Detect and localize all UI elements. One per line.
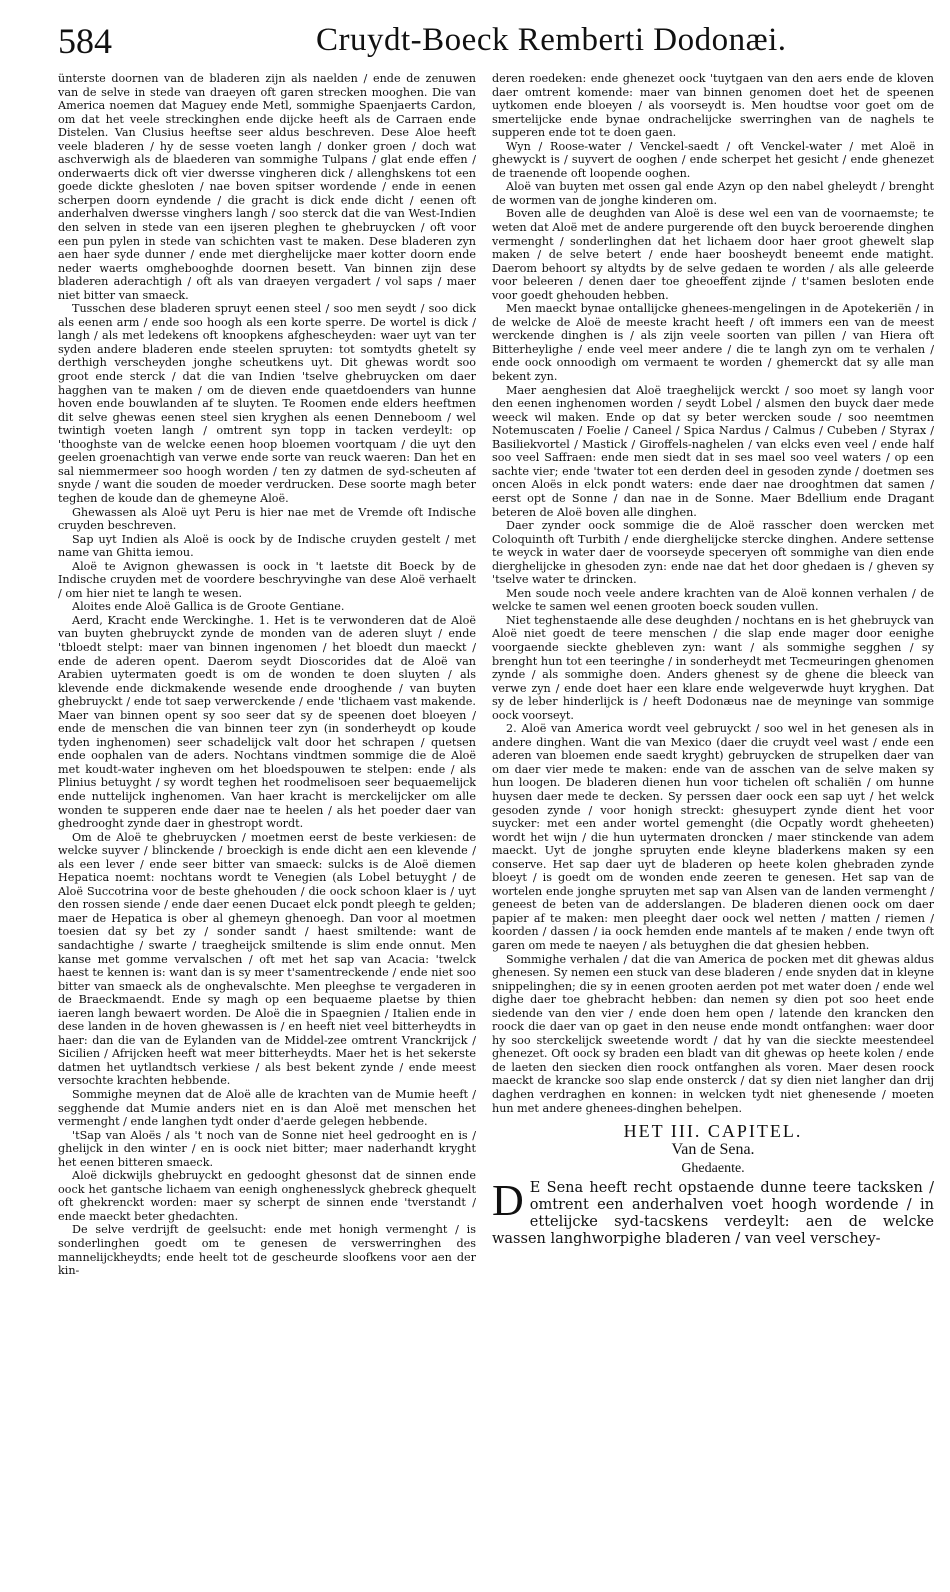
chapter-heading: HET III. CAPITEL. bbox=[623, 1121, 803, 1142]
paragraph: Aloë te Avignon ghewassen is oock in 't laetste dit Boeck by de Indische cruyden met de voordere beschryvinghe van dese Aloë verhaelt / om hier niet te langh te wesen. bbox=[58, 559, 476, 600]
left-column bbox=[58, 72, 476, 1572]
paragraph: Aloë van buyten met ossen gal ende Azyn op den nabel gheleydt / brenght de wormen van de jonghe kinderen om. bbox=[492, 180, 934, 207]
paragraph: Sap uyt Indien als Aloë is oock by de Indische cruyden gestelt / met name van Ghitta iemou. bbox=[58, 532, 476, 560]
section-label: Ghedaente. bbox=[681, 1161, 745, 1177]
paragraph: Men maeckt bynae ontallijcke ghenees-mengelingen in de Apotekeriën / in de welcke de Aloë de meeste kracht heeft / oft immers een van de meest werckende dinghen is / als zijn veele soorten van pillen / van Hiera oft Bitterheylighe / ende veel meer andere / die te langh zyn om te verhalen / ende oock onnoodigh om vermaent te worden / ghemerckt dat sy alle man bekent zyn. bbox=[492, 302, 934, 384]
paragraph: Ghewassen als Aloë uyt Peru is hier nae met de Vremde oft Indische cruyden beschreven. bbox=[58, 505, 476, 533]
paragraph: Om de Aloë te ghebruycken / moetmen eerst de beste verkiesen: de welcke suyver / blinckende / broeckigh is ende dicht aen een klevende / als een lever / ende seer bitter van smaeck: sulcks is de Aloë diemen Hepatica noemt: nochtans wordt te Venegien (als Lobel betuyght / de Aloë Succotrina voor de beste ghehouden / die oock schoon klaer is / uyt den rossen siende / ende daer eenen Ducaet elck pondt pleegh te gelden; maer de Hepatica is ober al ghemeyn ghenoegh. Dan voor al moetmen toesien dat sy bet zy / sonder sandt / haest smiltende: want de sandachtighe / swarte / traegheijck smiltende is slim ende onnut. Men kanse met gomme vervalschen / oft met het sap van Acacia: 'twelck haest te kennen is: want dan is sy meer t'samentreckende / ende niet soo bitter van smaeck als de onghevalschte. Men pleeghse te vergaderen in de Braeckmaendt. Ende sy magh op een bequaeme plaetse by thien iaeren langh bewaert worden. De Aloë die in Spaegnien / Italien ende in dese landen in de hoven ghewassen is / en heeft niet veel bitterheydts in haer: dan die van de Eylanden van de Middel-zee omtrent Vranckrijck / Sicilien / Afrijcken heeft wat meer bitterheydts. Maer het is het sekerste datmen het uytlandtsch verkiese / als best bekent zynde / ende meest versochte krachten hebbende. bbox=[58, 830, 476, 1088]
paragraph: Tusschen dese bladeren spruyt eenen steel / soo men seydt / soo dick als eenen arm / ende soo hoogh als een korte sperre. De wortel is dick / langh / als met ledekens oft knoopkens afghescheyden: waer uyt van ter syden andere bladeren ende steelen spruyten: tot somtydts ghetelt sy derthigh verscheyden jonghe scheutkens uyt. Dit ghewas wordt soo groot ende sterck / dat die van Indien 'tselve ghebruycken om daer hagghen van te maken / om de dieven ende quaetdoenders van hunne hoven ende bouwlanden af te sluyten. Te Roomen ende elders heeftmen dit selve ghewas eenen steel sien kryghen als eenen Denneboom / wel twintigh voeten langh / omtrent syn topp in tacken verdeylt: op 'thooghste van de welcke eenen hoop bloemen voortquam / die uyt den geelen groenachtigh van verwe ende sorte van reuck waeren: Dan het en sal niemmermeer soo hoogh worden / ten zy datmen de syd-scheuten af snyde / want die souden de moeder verdrucken. Dese soorte magh beter teghen de koude dan de ghemeyne Aloë. bbox=[58, 302, 476, 505]
paragraph: Sommighe meynen dat de Aloë alle de krachten van de Mumie heeft / segghende dat Mumie anders niet en is dan Aloë met menschen het vermenght / ende langhen tydt onder d'aerde gelegen hebbende. bbox=[58, 1088, 476, 1129]
chapter-first-paragraph bbox=[492, 1175, 934, 1248]
page-number: 584 bbox=[58, 21, 112, 61]
paragraph: deren roedeken: ende ghenezet oock 'tuytgaen van den aers ende de kloven daer omtrent komende: maer van binnen genomen doet het de speenen uytkomen ende bloeyen / als voorseydt is. Men houdtse voor goet om de smertelijcke ende bynae ondrachelijcke swerringhen van de naghels te supperen ende tot te doen gaen. bbox=[492, 72, 934, 140]
paragraph: De selve verdrijft de geelsucht: ende met honigh vermenght / is sonderlinghen goedt om te genesen de verswerringhen des mannelijckheydts; ende heelt tot de gescheurde sloofkens voor aen der kin- bbox=[58, 1223, 476, 1278]
paragraph: Niet teghenstaende alle dese deughden / nochtans en is het ghebruyck van Aloë niet goedt de teere menschen / die slap ende mager door eenighe voorgaende sieckte ghebleven zyn: want / als sommighe segghen / sy brenght hun tot een teeringhe / in sonderheydt met Tecmeuringen ghenomen zynde / als sommighe doen. Anders ghenest sy de ghene die bleeck van verwe zyn / ende doet haer een klare ende welgeverwde huyt kryghen. Dat sy de leber hinderlijck is / heeft Dodonæus nae de meyninge van sommige oock voorseyt. bbox=[492, 613, 934, 722]
right-column bbox=[492, 72, 934, 1572]
paragraph: Aloë dickwijls ghebruyckt en gedooght ghesonst dat de sinnen ende oock het gantsche lichaem van eenigh onghenesslyck ghebreck ghequelt oft ghekrenckt worden: maer sy scherpt de sinnen ende 'tverstandt / ende maeckt beter ghedachten. bbox=[58, 1169, 476, 1223]
paragraph: Maer aenghesien dat Aloë traeghelijck werckt / soo moet sy langh voor den eenen inghenomen worden / seydt Lobel / alsmen den buyck daer mede weeck wil maken. Ende op dat sy beter wercken soude / soo neemtmen Notemuscaten / Foelie / Caneel / Spica Nardus / Calmus / Cubeben / Styrax / Basiliekvortel / Mastick / Giroffels-naghelen / van elcks even veel / ende half soo veel Saffraen: ende men siedt dat in ses mael soo veel waters / op een sachte vier; ende 'twater tot een derden deel in gesoden zynde / doetmen ses oncen Aloës in elck pondt waters: ende daer nae drooghtmen dat samen / eerst opt de Sonne / dan nae in de Sonne. Maer Bdellium ende Dragant beteren de Aloë boven alle dinghen. bbox=[492, 383, 934, 519]
paragraph: Aloites ende Aloë Gallica is de Groote Gentiane. bbox=[72, 600, 345, 614]
paragraph: 2. Aloë van America wordt veel gebruyckt / soo wel in het genesen als in andere dinghen. Want die van Mexico (daer die cruydt veel wast / ende een aderen van bloemen ende saedt kryght) gebruycken de strupelken daer van om daer vier mede te maken: ende van de asschen van de selve maken sy hun loogen. De bladeren dienen hun voor tichelen oft schaliën / om hunne huysen daer mede te decken. Sy perssen daer oock een sap uyt / het welck gesoden zynde / voor honigh streckt: ghesuypert zynde dient het voor suycker: met een ander wortel gemenght (die Ocpatly wordt gheheeten) wordt het wijn / die hun uytermaten droncken / maer stinckende van adem maeckt. Uyt de jonghe spruyten ende kleyne bladerkens maken sy een conserve. Het sap daer uyt de bladeren op heete kolen ghebraden zynde bloeyt / is goedt om de wonden ende zeeren te genesen. Het sap van de wortelen ende jonghe spruyten met sap van Alsen van de landen vermenght / geneest de beten van de adderslangen. De bladeren dienen oock om daer papier af te maken: men pleeght daer oock wel netten / matten / riemen / koorden / dassen / ia oock hemden ende mantels af te maken / ende twyn oft garen om mede te naeyen / als betuyghen die dat ghesien hebben. bbox=[492, 722, 934, 952]
right-column-paragraphs bbox=[492, 72, 934, 1115]
paragraph: Men soude noch veele andere krachten van de Aloë konnen verhalen / de welcke te samen wel eenen grooten boeck souden vullen. bbox=[492, 586, 934, 614]
drop-cap: D bbox=[492, 1175, 524, 1225]
paragraph: Aerd, Kracht ende Werckinghe. 1. Het is te verwonderen dat de Aloë van buyten ghebruyckt zynde de monden van de aderen sluyt / ende 'tbloedt stelpt: maer van binnen ingenomen / het bloedt dun maeckt / ende de aderen opent. Daerom seydt Dioscorides dat de Aloë van Arabien uytermaten goedt is om de wonden te doen sluyten / als klevende ende dickmakende wesende ende drooghende / van buyten ghebruyckt / ende tot saep verwerckende / ende 'tlichaem vast makende. Maer van binnen opent sy soo seer dat sy de speenen doet bloeyen / ende de menschen die van binnen teer zyn (in sonderheydt op koude tyden inghenomen) seer schadelijck valt door het schrapen / quetsen ende oophalen van de aders. Nochtans vindtmen sommige die de Aloë met koudt-water ingheven om het bloedspouwen te stelpen: ende / als Plinius betuyght / sy wordt teghen het roodmelisoen seer bequaemelijck ende nuttelijck inghenomen. Van haer kracht is merckelijcker om alle wonden te supperen ende daer nae te heelen / als het poeder daer van ghedrooght zynde daer in ghestropt wordt. bbox=[58, 613, 476, 831]
paragraph: Boven alle de deughden van Aloë is dese wel een van de voornaemste; te weten dat Aloë met de andere purgerende oft den buyck beroerende dinghen vermenght / sonderlinghen dat het lichaem door haer groot ghewelt slap maken / de selve betert / ende haer boosheydt beneemt ende matight. Daerom behoort sy altydts by de selve gedaen te worden / als alle geleerde voor beleeren / denen daer toe gheoeffent zijnde / t'samen besloten ende voor goedt ghehouden hebben. bbox=[492, 207, 934, 302]
paragraph: Sommighe verhalen / dat die van America de pocken met dit ghewas aldus ghenesen. Sy nemen een stuck van dese bladeren / ende snyden dat in kleyne snippelinghen; die sy in eenen grooten aerden pot met water doen / ende wel dighe daer toe ghebracht hebben: dan nemen sy dien pot soo heet ende siedende van den vier / ende doen hem open / latende den krancken den roock die daer van op gaet in den neuse ende mondt ontfanghen: waer door hy soo sterckelijck sweetende wordt / dat hy van die sieckte meestendeel ghenezet. Oft oock sy braden een bladt van dit ghewas op heete kolen / ende de laeten den siecken dien roock ontfanghen als voren. Maer desen roock maeckt de krancke soo slap ende onsterck / dat sy dien niet langher dan drij daghen verdraghen en konnen: in welcken tydt niet ghenesende / moeten hun met andere ghenees-dinghen behelpen. bbox=[492, 952, 934, 1115]
chapter-subtitle: Van de Sena. bbox=[671, 1140, 755, 1158]
chapter-first-paragraph-text: E Sena heeft recht opstaende dunne teere tacksken / omtrent een anderhalven voet hoogh wordende / in ettelijcke syd-tacskens verdeylt: aen de welcke wassen langhworpighe bladeren / van veel verschey- bbox=[492, 1179, 934, 1247]
paragraph: Wyn / Roose-water / Venckel-saedt / oft Venckel-water / met Aloë in ghewyckt is / suyvert de ooghen / ende scherpet het gesicht / ende ghenezet de traenende oft loopende ooghen. bbox=[492, 139, 934, 180]
paragraph: ünterste doornen van de bladeren zijn als naelden / ende de zenuwen van de selve in stede van draeyen oft garen strecken mooghen. Die van America noemen dat Maguey ende Metl, sommighe Spaenjaerts Cardon, om dat het veele streckinghen ende dijcke heeft als de Carraen ende Distelen. Van Clusius heeftse seer aldus beschreven. Dese Aloe heeft veele bladeren / hy de sesse voeten langh / donker groen / doch wat aschverwigh als de blaederen van sommighe Tulpans / glat ende effen / onderwaerts dick oft vier dwersse vingheren dick / allenghskens tot een goede dickte ghesloten / nae boven spitser wordende / ende in eenen scherpen doorn eyndende / die gracht is dick ende dicht / eenen oft anderhalven dwersse vinghers langh / soo sterck dat die van West-Indien den selven in stede van een ijseren pleghen te ghebruycken / oft voor een pun pylen in stede van schichten vast te maken. Dese bladeren zyn aen haer syde dunner / ende met dierghelijcke maer kotter doorn ende neder waerts omghebooghde doornen besett. Van binnen zijn dese bladeren aderachtigh / oft als van draeyen vergadert / vol saps / maer niet bitter van smaeck. bbox=[58, 72, 476, 302]
paragraph: Daer zynder oock sommige die de Aloë rasscher doen wercken met Coloquinth oft Turbith / ende dierghelijcke stercke dinghen. Andere settense te weyck in water daer de voorseyde speceryen oft sommighe van dien ende dierghelijcke in ghesoden zyn: ende nae dat het door ghedaen is / gheven sy 'tselve water te drincken. bbox=[492, 519, 934, 587]
page-header bbox=[58, 20, 787, 72]
running-title: Cruydt-Boeck Remberti Dodonæi. bbox=[316, 22, 787, 58]
paragraph: 'tSap van Aloës / als 't noch van de Sonne niet heel gedrooght en is / ghelijck in den winter / en is oock niet bitter; maer naderhandt kryght het eenen bitteren smaeck. bbox=[58, 1128, 476, 1169]
